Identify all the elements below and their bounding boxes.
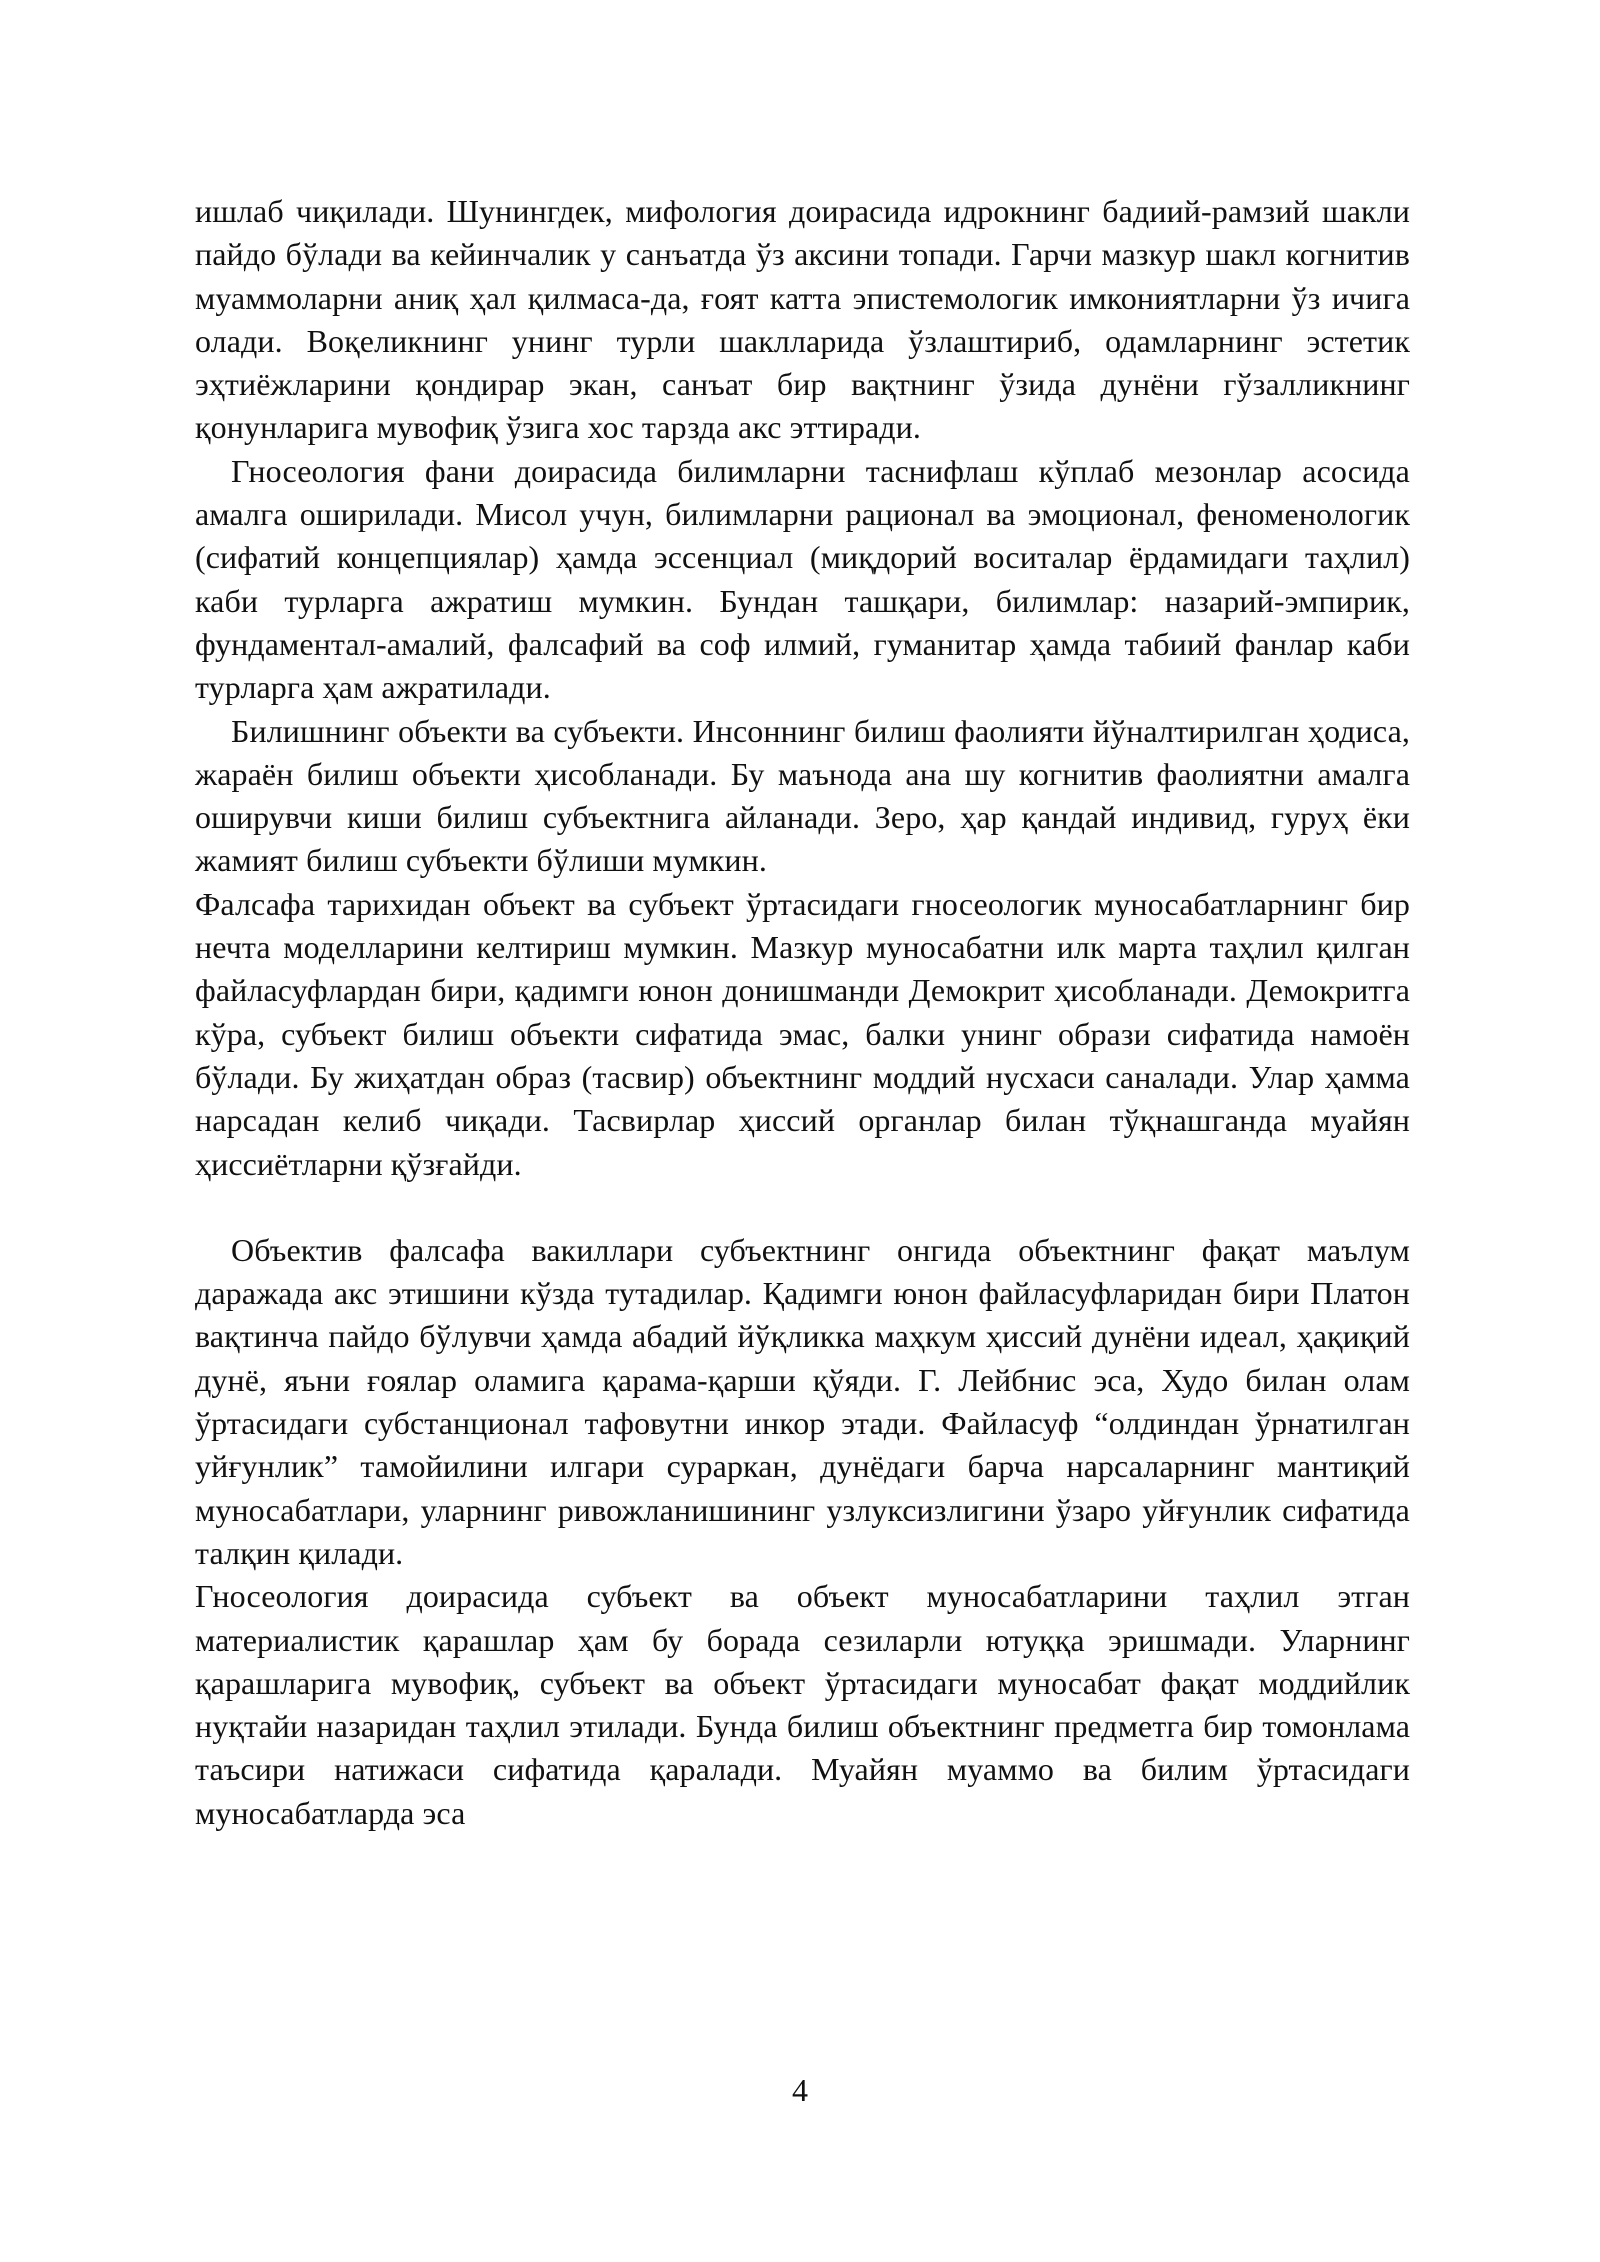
paragraph-materialism: Гносеология доирасида субъект ва объект муносабатларини таҳлил этган материалистик қарашлар ҳам бу борада сезиларли ютуққа эришмади. Уларнинг қарашларига мувофиқ, субъект ва объект ўртасидаги муносабат фақат моддийлик нуқтайи назаридан таҳлил этилади. Бунда билиш объектнинг предметга бир томонлама таъсири натижаси сифатида қаралади. Муайян муаммо ва билим ўртасидаги муносабатларда эса bbox=[195, 1578, 1410, 1831]
paragraph-object-subject: Билишнинг объекти ва субъекти. Инсоннинг билиш фаолияти йўналтирилган ҳодиса, жараён билиш объекти ҳисобланади. Бу маънода ана шу когнитив фаолиятни амалга оширувчи киши билиш субъектнига айланади. Зеро, ҳар қандай индивид, гуруҳ ёки жамият билиш субъекти бўлиши мумкин. bbox=[195, 712, 1410, 879]
page-number: 4 bbox=[792, 2072, 808, 2108]
paragraph-democritus: Фалсафа тарихидан объект ва субъект ўртасидаги гносеологик муносабатларнинг бир нечта моделларини келтириш мумкин. Мазкур муносабатни илк марта таҳлил қилган файласуфлардан бири, қадимги юнон донишманди Демокрит ҳисобланади. Демокритга кўра, субъект билиш объекти сифатида эмас, балки унинг образи сифатида намоён бўлади. Бу жиҳатдан образ (тасвир) объектнинг моддий нусхаси саналади. Улар ҳамма нарсадан келиб чиқади. Тасвирлар ҳиссий органлар билан тўқнашганда муайян ҳиссиётларни қўзғайди. bbox=[195, 885, 1410, 1182]
paragraph-continuation: ишлаб чиқилади. Шунингдек, мифология доирасида идрокнинг бадиий-рамзий шакли пайдо бўлади ва кейинчалик у санъатда ўз аксини топади. Гарчи мазкур шакл когнитив муаммоларни аниқ ҳал қилмаса-да, ғоят катта эпистемологик имкониятларни ўз ичига олади. Воқеликнинг унинг турли шаклларида ўзлаштириб, одамларнинг эстетик эҳтиёжларини қондирар экан, санъат бир вақтнинг ўзида дунёни гўзалликнинг қонунларига мувофиқ ўзига хос тарзда акс эттиради. bbox=[195, 193, 1410, 446]
paragraph-classification: Гносеология фани доирасида билимларни таснифлаш кўплаб мезонлар асосида амалга оширилади. Мисол учун, билимларни рационал ва эмоционал, феноменологик (сифатий концепциялар) ҳамда эссенциал (миқдорий воситалар ёрдамидаги таҳлил) каби турларга ажратиш мумкин. Бундан ташқари, билимлар: назарий-эмпирик, фундаментал-амалий, фалсафий ва соф илмий, гуманитар ҳамда табиий фанлар каби турларга ҳам ажратилади. bbox=[195, 452, 1410, 706]
paragraph-spacer bbox=[195, 1186, 1410, 1229]
document-page bbox=[195, 190, 1410, 2190]
paragraph-objective-philosophy: Объектив фалсафа вакиллари субъектнинг онгида объектнинг фақат маълум даражада акс этишини кўзда тутадилар. Қадимги юнон файласуфларидан бири Платон вақтинча пайдо бўлувчи ҳамда абадий йўқликка маҳкум ҳиссий дунёни идеал, ҳақиқий дунё, яъни ғоялар оламига қарама-қарши қўяди. Г. Лейбнис эса, Худо билан олам ўртасидаги субстанционал тафовутни инкор этади. Файласуф “олдиндан ўрнатилган уйғунлик” тамойилини илгари сураркан, дунёдаги барча нарсаларнинг мантиқий муносабатлари, уларнинг ривожланишининг узлуксизлигини ўзаро уйғунлик сифатида талқин қилади. bbox=[195, 1231, 1410, 1571]
